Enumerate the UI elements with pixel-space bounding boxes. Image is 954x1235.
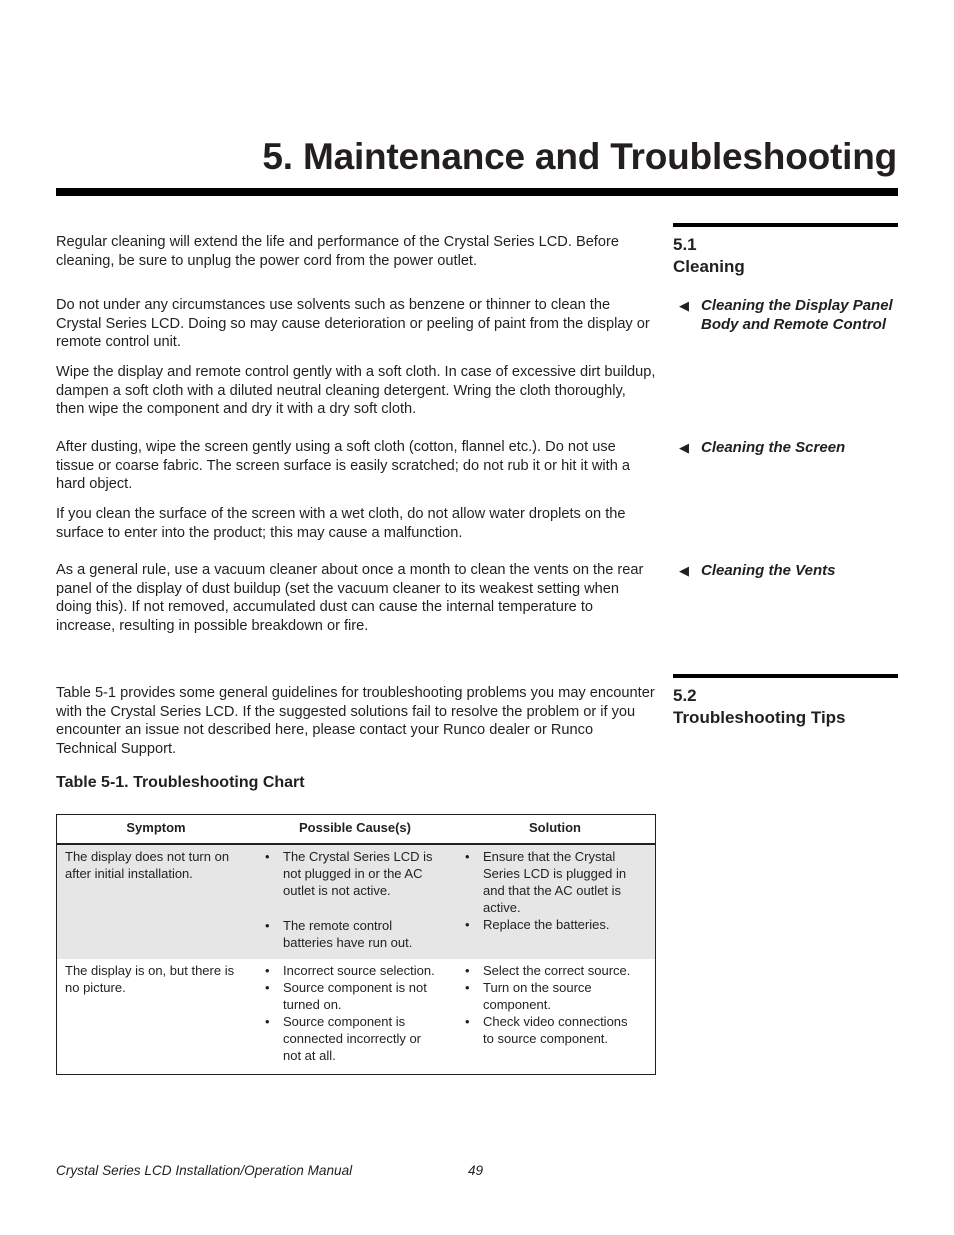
subheading-text: Cleaning the Vents (701, 562, 836, 579)
subheading-display-panel (679, 297, 894, 334)
display-panel-paragraph-2: Wipe the display and remote control gently with a soft cloth. In case of excessive dirt buildup, dampen a soft cloth with a diluted neutral cleaning detergent. Wring the cloth thoroughly, then wipe the component and dry it with a dry soft cloth. (56, 364, 656, 418)
table-row (57, 959, 655, 1074)
list-item: • The Crystal Series LCD is not plugged in or the AC outlet is not active. (265, 848, 440, 899)
list-item: • Source component is connected incorrectly or not at all. (265, 1013, 440, 1064)
table-header (57, 815, 655, 845)
section-number: 5.2 (673, 686, 697, 705)
list-item: • Select the correct source. (465, 962, 640, 979)
solutions-cell (465, 848, 640, 933)
list-item: • Ensure that the Crystal Series LCD is plugged in and that the AC outlet is active. (465, 848, 640, 916)
section-heading-cleaning (673, 234, 913, 278)
list-item: • Turn on the source component. (465, 979, 640, 1013)
causes-cell (265, 962, 440, 1064)
section-rule-cleaning (673, 223, 898, 227)
list-item: • Replace the batteries. (465, 916, 640, 933)
section-heading-troubleshooting (673, 685, 913, 729)
header-symptom: Symptom (126, 820, 186, 835)
section-title: Troubleshooting Tips (673, 708, 846, 727)
solutions-cell (465, 962, 640, 1047)
footer-page-number: 49 (468, 1163, 484, 1178)
table-row (57, 845, 655, 959)
symptom-cell: The display is on, but there is no picture. (65, 963, 235, 995)
vents-paragraph-1: As a general rule, use a vacuum cleaner about once a month to clean the vents on the rear panel of the display of dust buildup (set the vacuum cleaner to its weakest setting when doing this). If not removed, accumulated dust can cause the internal temperature to increase, resulting in possible breakdown or fire. (56, 562, 644, 634)
footer-manual-title: Crystal Series LCD Installation/Operation Manual (56, 1163, 353, 1178)
table-caption: Table 5-1. Troubleshooting Chart (56, 774, 305, 791)
left-arrow-icon: ◀ (679, 563, 689, 578)
list-item: • Check video connections to source component. (465, 1013, 640, 1047)
section-title: Cleaning (673, 257, 745, 276)
display-panel-paragraph-1: Do not under any circumstances use solvents such as benzene or thinner to clean the Crystal Series LCD. Doing so may cause deterioration or peeling of paint from the display or remote control unit. (56, 297, 650, 351)
subheading-screen (679, 439, 894, 458)
subheading-vents (679, 562, 894, 581)
chapter-title: 5. Maintenance and Troubleshooting (262, 136, 897, 177)
section-number: 5.1 (673, 235, 697, 254)
left-arrow-icon: ◀ (679, 298, 689, 313)
list-item: • The remote control batteries have run out. (265, 917, 440, 951)
subheading-text: Cleaning the Display Panel Body and Remote Control (701, 297, 893, 333)
subheading-text: Cleaning the Screen (701, 439, 846, 456)
list-item: • Source component is not turned on. (265, 979, 440, 1013)
left-arrow-icon: ◀ (679, 440, 689, 455)
screen-paragraph-1: After dusting, wipe the screen gently using a soft cloth (cotton, flannel etc.). Do not use tissue or coarse fabric. The screen surface is easily scratched; do not rub it or hit it with a hard object. (56, 439, 631, 493)
causes-cell (265, 848, 440, 951)
cleaning-intro: Regular cleaning will extend the life and performance of the Crystal Series LCD. Before cleaning, be sure to unplug the power cord from the power outlet. (56, 234, 619, 269)
screen-paragraph-2: If you clean the surface of the screen with a wet cloth, do not allow water droplets on the surface to enter into the product; this may cause a malfunction. (56, 506, 626, 541)
symptom-cell: The display does not turn on after initial installation. (65, 849, 230, 881)
troubleshooting-intro: Table 5-1 provides some general guidelines for troubleshooting problems you may encounter with the Crystal Series LCD. If the suggested solutions fail to resolve the problem or if you encounter an issue not described here, please contact your Runco dealer or Runco Technical Support. (56, 685, 655, 757)
header-causes: Possible Cause(s) (299, 820, 411, 835)
list-item: • Incorrect source selection. (265, 962, 440, 979)
header-solution: Solution (529, 820, 581, 835)
chapter-rule (56, 188, 898, 196)
troubleshooting-table (56, 814, 656, 1075)
section-rule-troubleshooting (673, 674, 898, 678)
